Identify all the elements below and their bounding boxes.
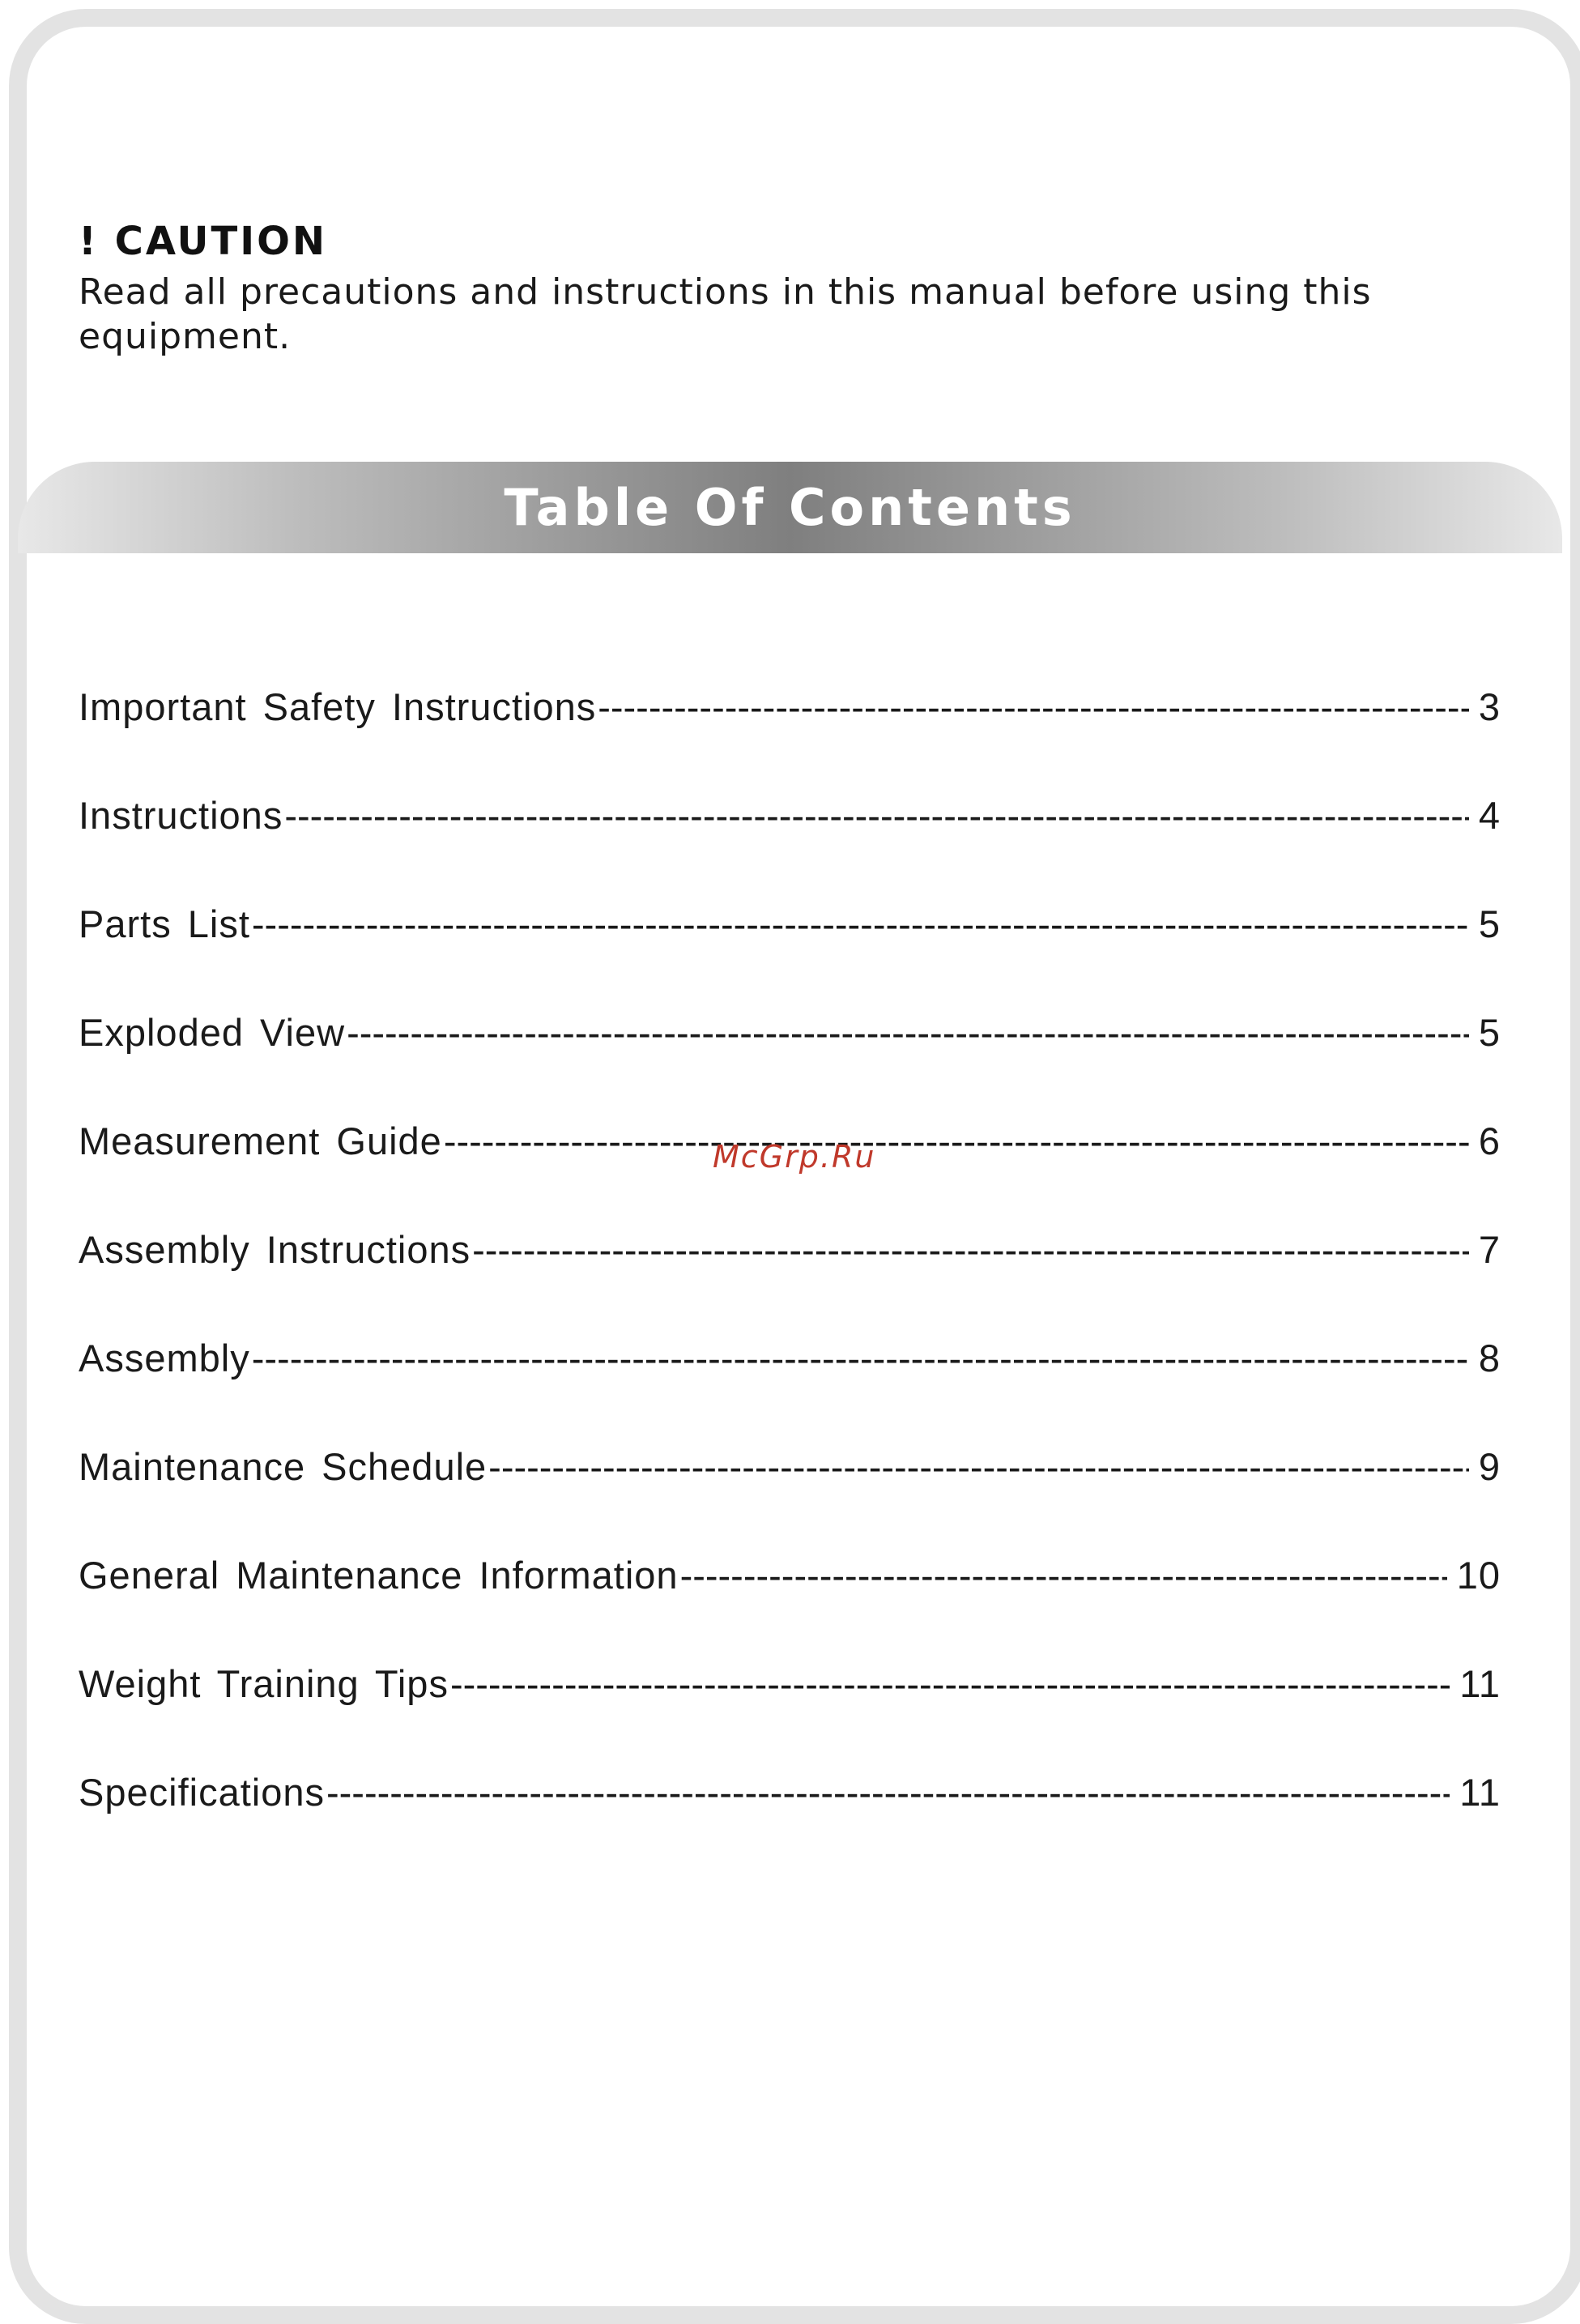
toc-entry-label: Exploded View — [79, 1011, 346, 1054]
toc-leader — [252, 1336, 1469, 1380]
toc-entry-maintenance-schedule[interactable] — [79, 1444, 1501, 1553]
toc-leader — [488, 1444, 1469, 1489]
caution-text: Read all precautions and instructions in this manual before using this equipment. — [79, 271, 1372, 357]
toc-entry-page: 11 — [1459, 1771, 1501, 1814]
toc-entry-label: Important Safety Instructions — [79, 685, 597, 728]
toc-leader — [472, 1227, 1469, 1272]
watermark: McGrp.Ru — [713, 1139, 876, 1175]
toc-entry-page: 7 — [1478, 1228, 1501, 1271]
toc-entry-assembly[interactable] — [79, 1336, 1501, 1444]
toc-entry-page: 5 — [1478, 902, 1501, 945]
toc-entry-page: 11 — [1459, 1662, 1501, 1705]
toc-entry-weight-training-tips[interactable] — [79, 1661, 1501, 1770]
toc-entry-specifications[interactable] — [79, 1770, 1501, 1878]
toc-entry-assembly-instructions[interactable] — [79, 1227, 1501, 1336]
toc-banner — [18, 462, 1562, 553]
toc-entry-label: Specifications — [79, 1771, 325, 1814]
toc-leader — [284, 793, 1469, 838]
toc-entry-label: Weight Training Tips — [79, 1662, 449, 1705]
toc-leader — [598, 684, 1469, 729]
toc-leader — [450, 1661, 1450, 1706]
toc-entry-general-maintenance-information[interactable] — [79, 1553, 1501, 1661]
toc-entry-page: 9 — [1478, 1445, 1501, 1488]
toc-entry-label: Measurement Guide — [79, 1119, 442, 1162]
toc-entry-page: 6 — [1478, 1119, 1501, 1162]
toc-entry-page: 5 — [1478, 1011, 1501, 1054]
toc-title: Table Of Contents — [504, 478, 1076, 537]
caution-heading: ! CAUTION — [79, 219, 328, 264]
toc-entry-label: Assembly — [79, 1337, 250, 1379]
toc-entry-page: 4 — [1478, 794, 1501, 837]
toc-leader — [252, 902, 1469, 946]
toc-leader — [347, 1010, 1469, 1055]
toc-entry-parts-list[interactable] — [79, 902, 1501, 1010]
toc-entry-label: Instructions — [79, 794, 283, 837]
toc-entry-label: Maintenance Schedule — [79, 1445, 488, 1488]
toc-leader — [326, 1770, 1450, 1814]
toc-entry-label: Parts List — [79, 902, 250, 945]
toc-entry-page: 3 — [1478, 685, 1501, 728]
toc-leader — [444, 1119, 1469, 1163]
toc-entry-exploded-view[interactable] — [79, 1010, 1501, 1119]
toc-entry-label: Assembly Instructions — [79, 1228, 471, 1271]
toc-leader — [680, 1553, 1447, 1597]
toc-list — [79, 684, 1501, 1878]
toc-entry-important-safety-instructions[interactable] — [79, 684, 1501, 793]
toc-entry-page: 8 — [1478, 1337, 1501, 1379]
toc-entry-instructions[interactable] — [79, 793, 1501, 902]
toc-entry-page: 10 — [1456, 1554, 1501, 1597]
toc-entry-label: General Maintenance Information — [79, 1554, 679, 1597]
